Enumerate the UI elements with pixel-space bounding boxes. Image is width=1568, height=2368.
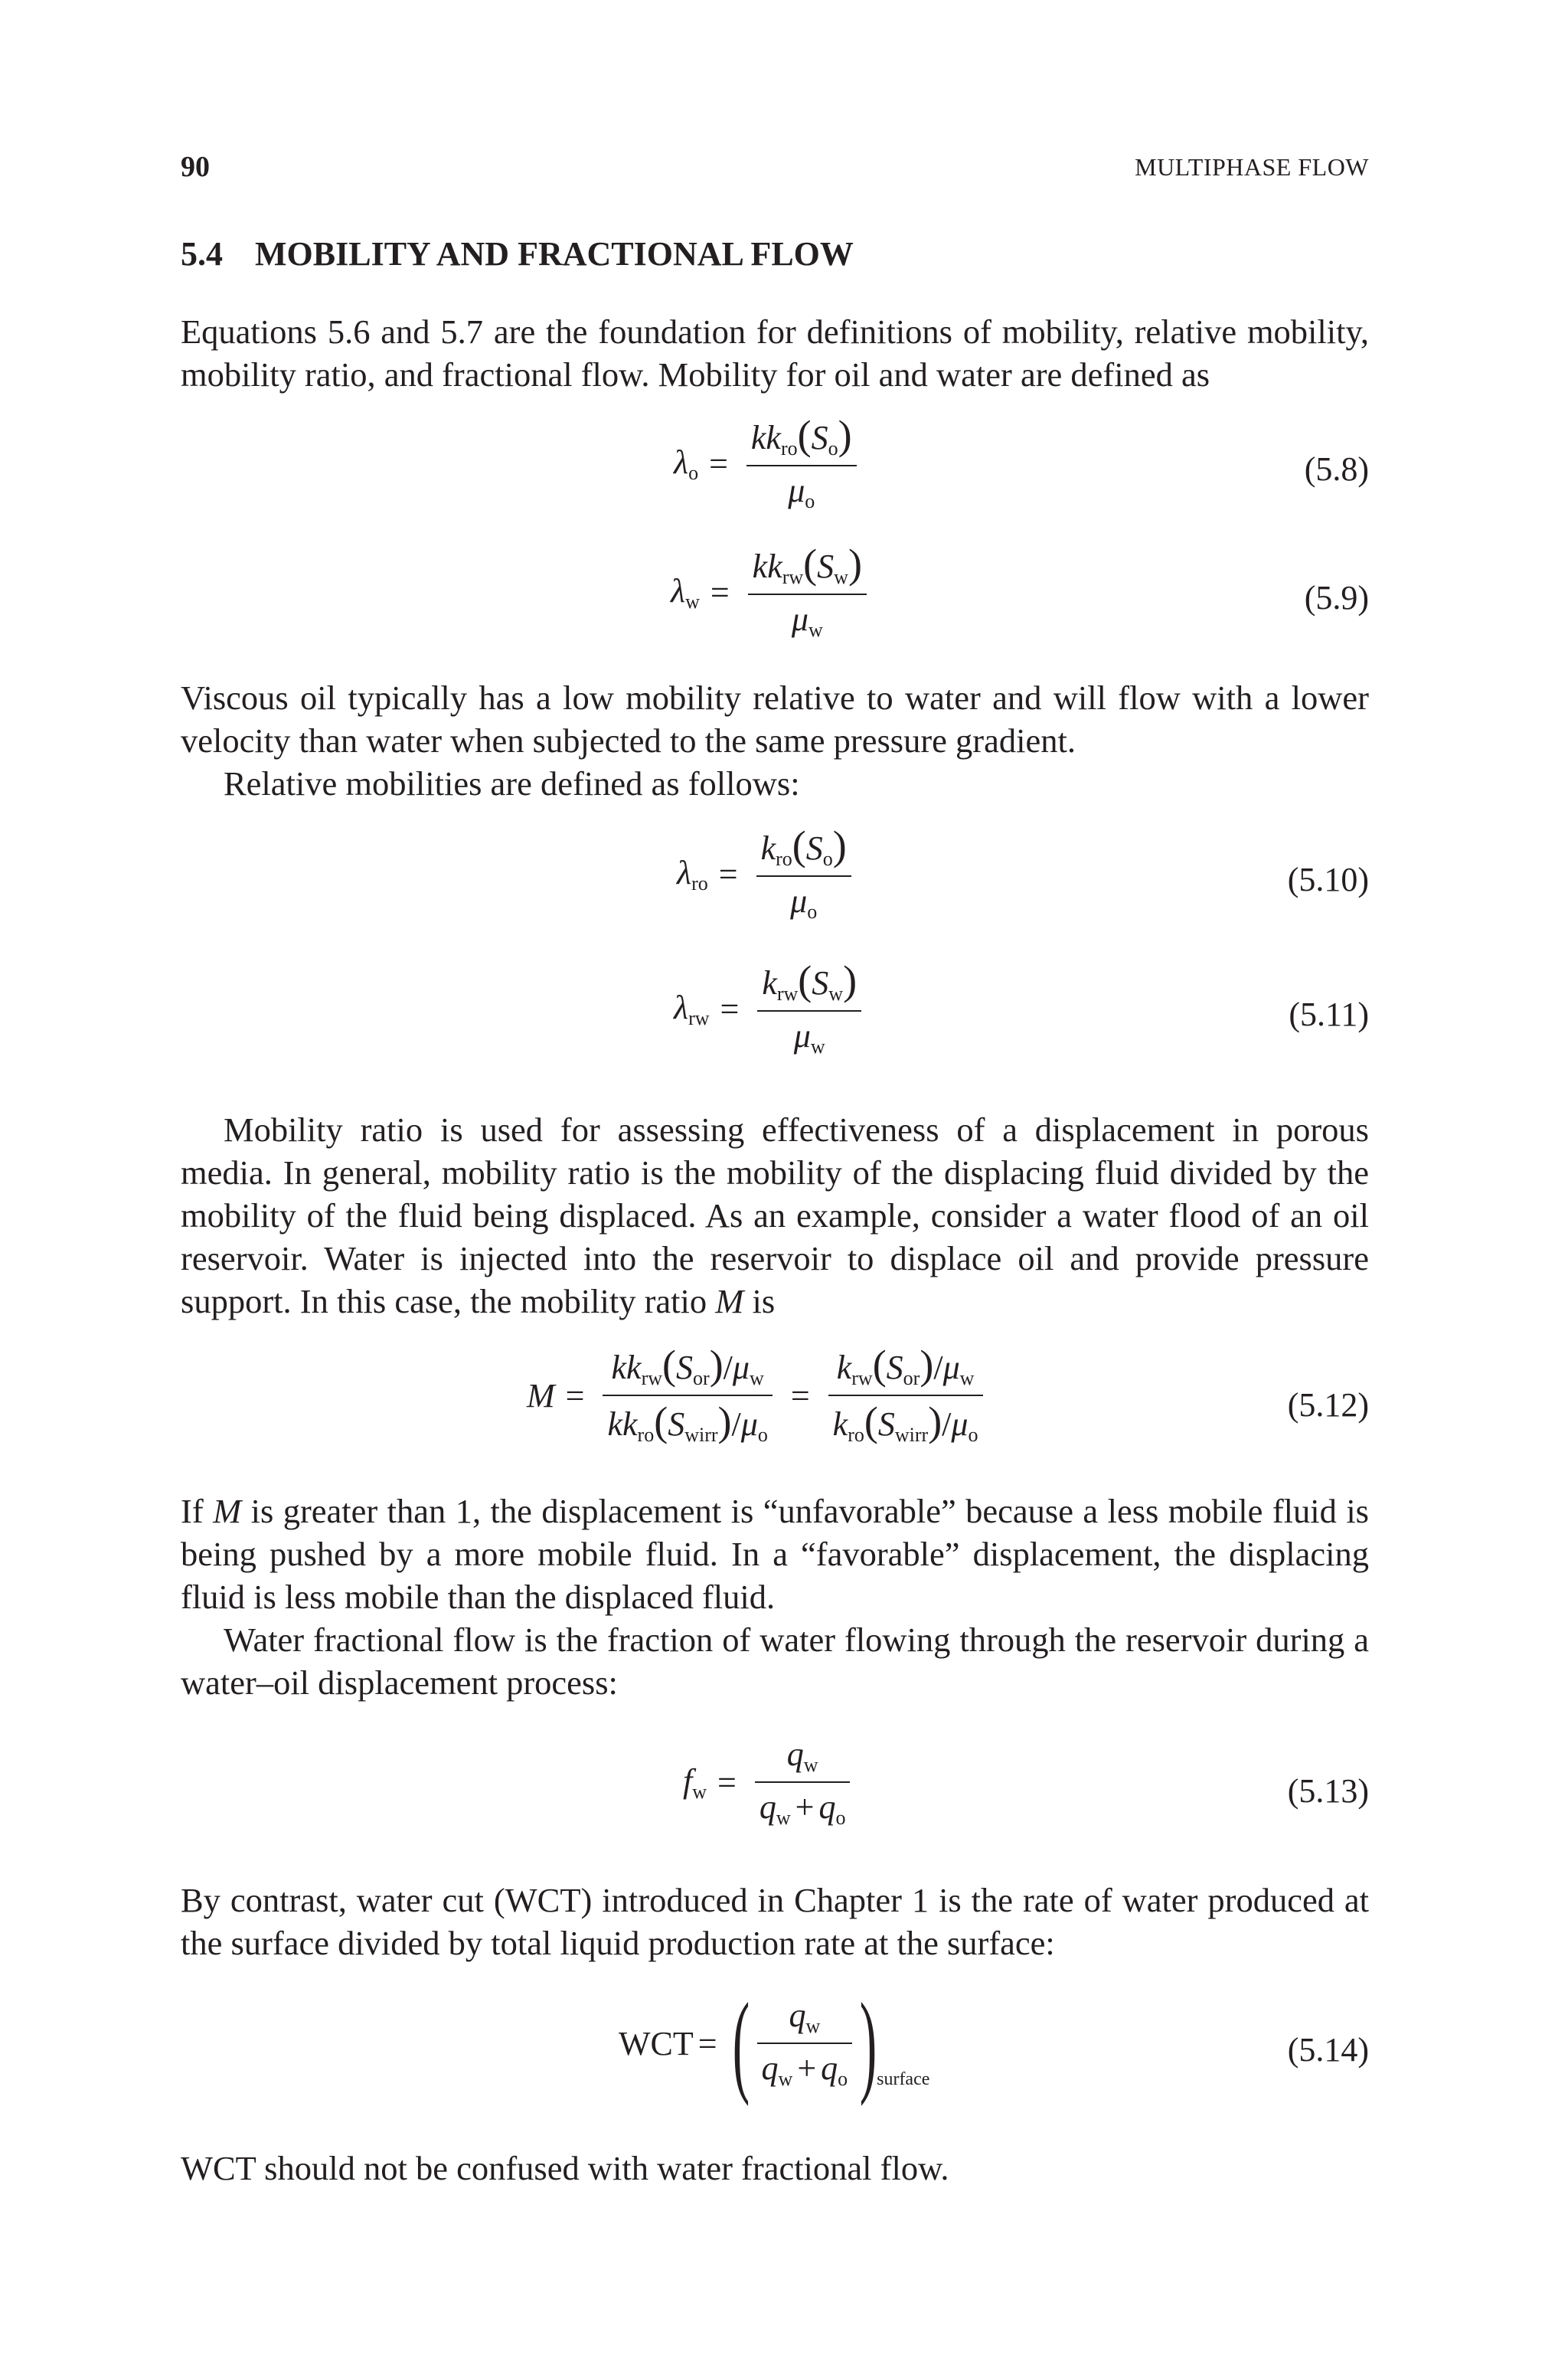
paragraph-favorable [181,1490,1369,1618]
equation-5-12 [181,1344,1369,1490]
running-head: MULTIPHASE FLOW [1135,153,1369,181]
equation-5-13 [181,1730,1369,1879]
section-number: 5.4 [181,235,223,273]
equation-number: (5.13) [1287,1772,1369,1810]
equation-number: (5.12) [1287,1386,1369,1424]
equation-5-8-body: $\lambda_o$ = $\frac{kk_{ro}(S_o)}{\mu_o}$ [674,414,864,513]
equation-number: (5.14) [1287,2031,1369,2069]
equation-5-13-body: $f_w$ = $\frac{q_w}{q_w + q_o}$ [683,1735,858,1830]
paragraph-mobility-intro: Equations 5.6 and 5.7 are the foundation for definitions of mobility, relative mobility, mobility ratio, and fractional flow. Mobility for oil and water are defined as [181,312,1369,394]
section-title: MOBILITY AND FRACTIONAL FLOW [255,235,854,273]
equation-number: (5.9) [1304,579,1369,617]
equation-5-11-body: $\lambda_{rw}$ = $\frac{k_{rw}(S_w)}{\mu_w}$ [674,960,869,1058]
paragraph-mobility-ratio-text: Mobility ratio is used for assessing effectiveness of a displacement in porous media. In general, mobility ratio is the mobility of the displacing fluid divided by the mobility of the fluid being displaced. As an example, consider a water flood of an oil reservoir. Water is injected into the reservoir to displace oil and provide pressure support. In this case, the mobility ratio [181,1110,1369,1320]
paragraph-viscous-oil: Viscous oil typically has a low mobility relative to water and will flow with a lower velocity than water when subjected to the same pressure gradient. [181,679,1369,760]
page-number: 90 [181,151,210,183]
equation-5-10-body: $\lambda_{ro}$ = $\frac{k_{ro}(S_o)}{\mu_o}$ [677,825,859,924]
surface-subscript: surface [877,2069,930,2089]
paragraph-mobility-ratio-end: is [743,1282,776,1320]
equation-5-9 [181,538,1369,676]
document-page [181,150,1369,2190]
wct-label: WCT [619,2024,694,2062]
page-header [181,150,1369,196]
equation-number: (5.8) [1304,450,1369,488]
variable-m: M [213,1492,242,1530]
paragraph-favorable-prefix: If [181,1492,214,1530]
paragraph-wct-note: WCT should not be confused with water fractional flow. [181,2149,949,2187]
equation-5-8 [181,410,1369,538]
paragraph-relative-mobilities: Relative mobilities are defined as follows: [224,764,800,803]
paragraph-favorable-text: is greater than 1, the displacement is “unfavorable” because a less mobile fluid is being pushed by a more mobile fluid. In a “favorable” displacement, the displacing fluid is less mobile than the displaced fluid. [181,1492,1370,1616]
equation-5-14 [181,1980,1369,2147]
equation-5-11 [181,955,1369,1108]
paragraph-fractional-flow: Water fractional flow is the fraction of water flowing through the reservoir during a water–oil displacement process: [181,1621,1369,1702]
paragraph-water-cut: By contrast, water cut (WCT) introduced in Chapter 1 is the rate of water produced at the surface divided by total liquid production rate at the surface: [181,1881,1369,1962]
equation-5-9-body: $\lambda_w$ = $\frac{kk_{rw}(S_w)}{\mu_w}$ [671,543,874,642]
equation-5-10 [181,820,1369,955]
equation-5-14-body: WCT = ( $\frac{q_w}{q_w + q_o}$ ) surface [619,1980,930,2107]
section-heading [181,234,1369,273]
equation-5-12-body: M = $\frac{kk_{rw}(S_{or})/\mu_w}{kk_{ro}(S_{wirr})/\mu_o}$ = $\frac{k_{rw}(S_{or})/\mu_w}{k_{ro}(S_{wirr})/\mu_o}$ [527,1344,991,1447]
variable-m: M [715,1282,744,1320]
equation-number: (5.11) [1289,996,1369,1033]
equation-number: (5.10) [1287,861,1369,898]
paragraph-mobility-ratio [181,1108,1369,1323]
